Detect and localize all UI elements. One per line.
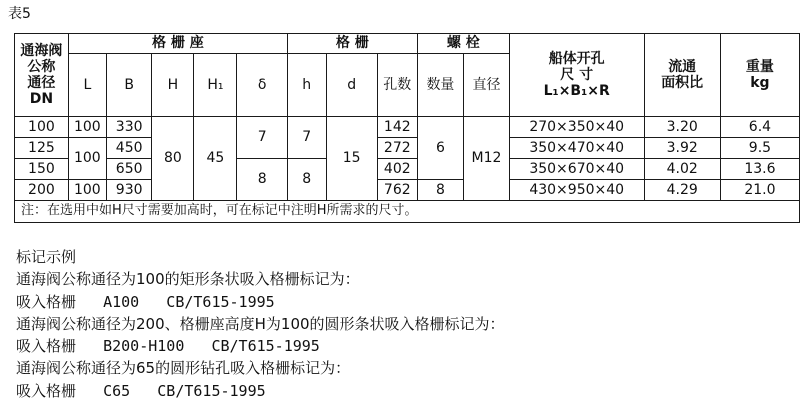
cell-weight: 21.0 — [720, 180, 799, 201]
table-row — [15, 117, 800, 138]
cell-L: 100 — [68, 117, 106, 138]
cell-L: 100 — [68, 180, 106, 201]
cell-delta-top: 7 — [237, 117, 288, 159]
header-weight: 重量 kg — [720, 34, 799, 117]
header-grille-seat: 格 栅 座 — [68, 34, 287, 54]
header-hull-opening: 船体开孔 尺 寸 L₁×B₁×R — [509, 34, 644, 117]
cell-L: 100 — [68, 138, 106, 180]
spec-table — [14, 33, 800, 223]
cell-holes: 272 — [377, 138, 417, 159]
cell-dn: 200 — [15, 180, 69, 201]
example-marking: 吸入格栅 B200-H100 CB/T615-1995 — [16, 337, 320, 356]
cell-weight: 6.4 — [720, 117, 799, 138]
table-row — [15, 138, 800, 159]
cell-B: 650 — [106, 159, 152, 180]
cell-ratio: 4.02 — [644, 159, 720, 180]
cell-ratio: 3.20 — [644, 117, 720, 138]
cell-dn: 150 — [15, 159, 69, 180]
cell-dn: 125 — [15, 138, 69, 159]
example-description: 通海阀公称通径为65的圆形钻孔吸入格栅标记为： — [16, 359, 351, 378]
cell-ratio: 4.29 — [644, 180, 720, 201]
header-qty: 数量 — [417, 54, 463, 117]
cell-weight: 9.5 — [720, 138, 799, 159]
cell-qty: 8 — [417, 180, 463, 201]
cell-ratio: 3.92 — [644, 138, 720, 159]
example-marking: 吸入格栅 C65 CB/T615-1995 — [16, 381, 266, 400]
table-row — [15, 180, 800, 201]
example-description: 通海阀公称通径为200、格栅座高度H为100的圆形条状吸入格栅标记为： — [16, 314, 505, 333]
table-row — [15, 159, 800, 180]
cell-H1: 45 — [194, 117, 237, 201]
cell-holes: 142 — [377, 117, 417, 138]
cell-h-bottom: 8 — [287, 159, 326, 201]
cell-holes: 762 — [377, 180, 417, 201]
cell-B: 450 — [106, 138, 152, 159]
cell-dn: 100 — [15, 117, 69, 138]
cell-h-top: 7 — [287, 117, 326, 159]
example-marking: 吸入格栅 A100 CB/T615-1995 — [16, 292, 275, 311]
header-d: d — [326, 54, 377, 117]
header-holes: 孔数 — [377, 54, 417, 117]
examples-title: 标记示例 — [16, 248, 77, 266]
cell-hull: 430×950×40 — [509, 180, 644, 201]
header-h: h — [287, 54, 326, 117]
cell-B: 930 — [106, 180, 152, 201]
header-delta: δ — [237, 54, 288, 117]
example-description: 通海阀公称通径为100的矩形条状吸入格栅标记为： — [16, 270, 360, 289]
header-bolt: 螺 栓 — [417, 34, 509, 54]
table-note: 注：在选用中如H尺寸需要加高时，可在标记中注明H所需求的尺寸。 — [15, 201, 800, 223]
cell-hull: 350×670×40 — [509, 159, 644, 180]
table-caption: 表5 — [8, 6, 31, 22]
header-B: B — [106, 54, 152, 117]
cell-B: 330 — [106, 117, 152, 138]
cell-delta-bottom: 8 — [237, 159, 288, 201]
header-dn: 通海阀 公称 通径 DN — [15, 34, 69, 117]
header-grille: 格 栅 — [287, 34, 417, 54]
header-diameter: 直径 — [464, 54, 510, 117]
cell-weight: 13.6 — [720, 159, 799, 180]
header-flow-ratio: 流通 面积比 — [644, 34, 720, 117]
header-H: H — [152, 54, 194, 117]
cell-diameter: M12 — [464, 117, 510, 201]
cell-d: 15 — [326, 117, 377, 201]
cell-H: 80 — [152, 117, 194, 201]
cell-hull: 350×470×40 — [509, 138, 644, 159]
cell-hull: 270×350×40 — [509, 117, 644, 138]
header-L: L — [68, 54, 106, 117]
header-H1: H₁ — [194, 54, 237, 117]
cell-qty-top: 6 — [417, 117, 463, 180]
marking-examples — [16, 246, 505, 402]
cell-holes: 402 — [377, 159, 417, 180]
